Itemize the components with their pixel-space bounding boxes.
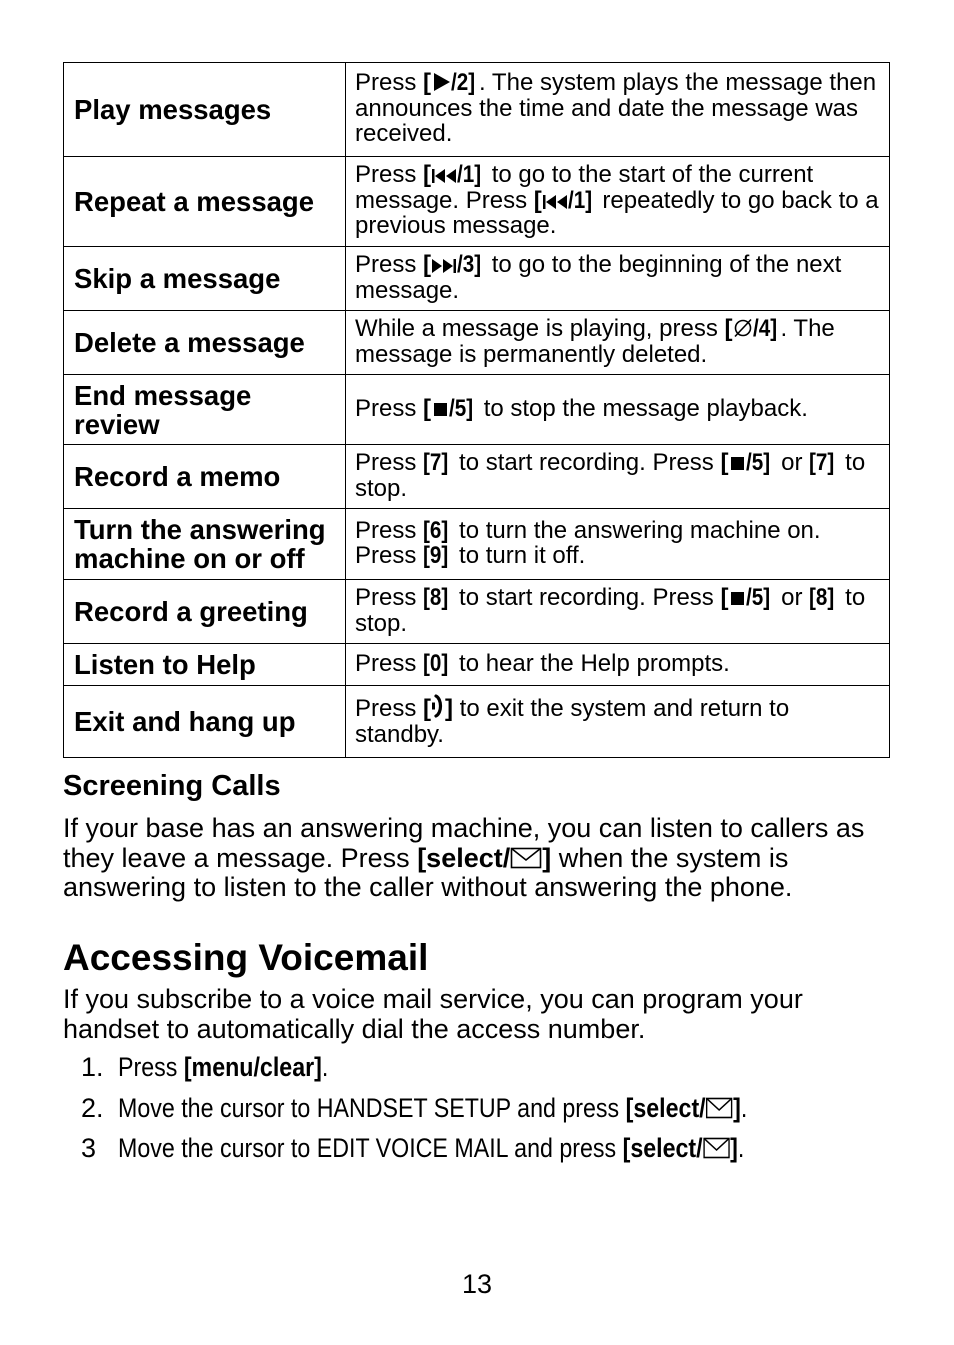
key-label: [select/ (417, 842, 511, 873)
table-row (64, 580, 890, 644)
desc-text: Press (355, 161, 424, 189)
action-cell: Exit and hang up (64, 686, 346, 758)
stop-icon (431, 400, 449, 418)
table-row (64, 311, 890, 375)
stop-icon (728, 589, 746, 607)
desc-text: Press (355, 69, 424, 97)
key-label: [8] (809, 584, 835, 611)
key-label: ] (445, 695, 454, 722)
play-icon (431, 72, 451, 92)
key-label: [ (423, 161, 432, 189)
stop-icon (728, 454, 746, 472)
key-label: /5] (449, 394, 474, 422)
key-label: [ (724, 315, 733, 342)
desc-text: Press (355, 584, 424, 611)
action-cell: Play messages (64, 63, 346, 157)
description-cell (346, 63, 890, 157)
key-label: ] (730, 1133, 738, 1163)
desc-text: Press (355, 394, 424, 422)
key-label: /4] (752, 315, 777, 342)
key-label: [0] (423, 649, 449, 677)
skip-back-icon (431, 168, 457, 184)
step-text: . (740, 1092, 748, 1123)
step-number: 2. (81, 1092, 104, 1123)
key-label: ] (542, 842, 552, 873)
description-cell (346, 375, 890, 445)
off-hook-icon (431, 694, 445, 718)
step-text: . (321, 1052, 329, 1082)
desc-text: to start recording. Press (452, 584, 721, 611)
desc-text: to start recording. Press (452, 449, 721, 476)
description-cell (346, 509, 890, 580)
description-cell (346, 445, 890, 509)
key-label: [ (423, 251, 432, 278)
envelope-icon (510, 847, 542, 869)
key-label: ] (733, 1092, 741, 1123)
desc-text: Press (355, 516, 424, 544)
key-label: [ (720, 584, 729, 611)
desc-text: to hear the Help prompts. (452, 649, 730, 677)
description-cell (346, 580, 890, 644)
key-label: [8] (423, 584, 449, 611)
table-row (64, 375, 890, 445)
desc-text: to go to the start of the current message. Press (355, 161, 814, 214)
desc-text: to exit the system and return to standby. (355, 695, 790, 748)
body-text: when the system is answering to listen to the caller without answering the phone. (63, 842, 793, 902)
list-item (81, 1130, 850, 1171)
page-number: 13 (461, 1269, 493, 1299)
key-label: [9] (423, 542, 449, 569)
step-number: 3 (81, 1133, 97, 1163)
desc-text: to turn the answering machine on. Press (355, 516, 821, 569)
action-cell: Skip a message (64, 247, 346, 311)
desc-text: repeatedly to go back to a previous message. (355, 186, 879, 240)
desc-text: to go to the beginning of the next message. (355, 251, 842, 304)
desc-text: Press (355, 251, 424, 278)
desc-text: to stop. (355, 449, 866, 502)
desc-text: . The system plays the message then announces the time and date the message was received. (355, 69, 877, 148)
table-row (64, 63, 890, 157)
description-cell (346, 644, 890, 686)
desc-text: Press (355, 449, 424, 476)
list-item (81, 1049, 850, 1090)
action-cell: End message review (64, 375, 346, 445)
key-label: [ (423, 695, 432, 722)
action-cell: Turn the answering machine on or off (64, 509, 346, 580)
desc-text: to stop. (355, 584, 866, 637)
envelope-icon (706, 1097, 734, 1119)
key-label: /1] (457, 161, 482, 189)
step-text: . (737, 1133, 745, 1163)
description-cell (346, 157, 890, 247)
desc-text: or (774, 584, 810, 611)
action-cell: Delete a message (64, 311, 346, 375)
desc-text: Press (355, 649, 424, 677)
key-label: [select/ (625, 1092, 706, 1123)
key-label: [select/ (622, 1133, 703, 1163)
table-row (64, 644, 890, 686)
delete-icon (733, 318, 753, 338)
action-cell: Listen to Help (64, 644, 346, 686)
action-cell: Repeat a message (64, 157, 346, 247)
key-label: /1] (567, 186, 592, 214)
key-label: /5] (746, 449, 771, 476)
desc-text: While a message is playing, press (355, 315, 725, 342)
key-label: [menu/clear] (183, 1052, 322, 1082)
step-number: 1. (81, 1052, 104, 1082)
desc-text: to stop the message playback. (477, 394, 808, 422)
step-text: Move the cursor to HANDSET SETUP and press (118, 1092, 626, 1123)
voicemail-intro: If you subscribe to a voice mail service, you can program your handset to automatically dial the access number. (63, 984, 803, 1044)
description-cell (346, 311, 890, 375)
skip-back-icon (542, 194, 568, 210)
table-row (64, 445, 890, 509)
step-text: Move the cursor to EDIT VOICE MAIL and press (118, 1133, 623, 1163)
table-row (64, 157, 890, 247)
step-text: Press (118, 1052, 184, 1082)
voicemail-heading: Accessing Voicemail (63, 937, 429, 978)
desc-text: or (774, 449, 810, 476)
envelope-icon (703, 1137, 731, 1159)
desc-text: to turn it off. (452, 542, 586, 569)
key-label: [ (533, 186, 542, 214)
desc-text: Press (355, 695, 424, 722)
table-row (64, 247, 890, 311)
body-text: If your base has an answering machine, you can listen to callers as they leave a message. Press (63, 813, 865, 873)
commands-table (63, 62, 890, 758)
screening-paragraph (63, 814, 893, 903)
key-label: /2] (451, 69, 476, 97)
list-item (81, 1090, 850, 1131)
action-cell: Record a greeting (64, 580, 346, 644)
voicemail-steps (81, 1049, 850, 1171)
key-label: [6] (423, 516, 449, 544)
description-cell (346, 686, 890, 758)
key-label: [7] (423, 449, 449, 476)
key-label: /5] (746, 584, 771, 611)
desc-text: . The message is permanently deleted. (355, 315, 835, 368)
table-row (64, 686, 890, 758)
description-cell (346, 247, 890, 311)
skip-forward-icon (431, 258, 457, 274)
key-label: /3] (457, 251, 482, 278)
key-label: [ (423, 394, 432, 422)
table-row (64, 509, 890, 580)
key-label: [ (423, 69, 432, 97)
action-cell: Record a memo (64, 445, 346, 509)
screening-heading: Screening Calls (63, 770, 281, 802)
key-label: [7] (809, 449, 835, 476)
key-label: [ (720, 449, 729, 476)
